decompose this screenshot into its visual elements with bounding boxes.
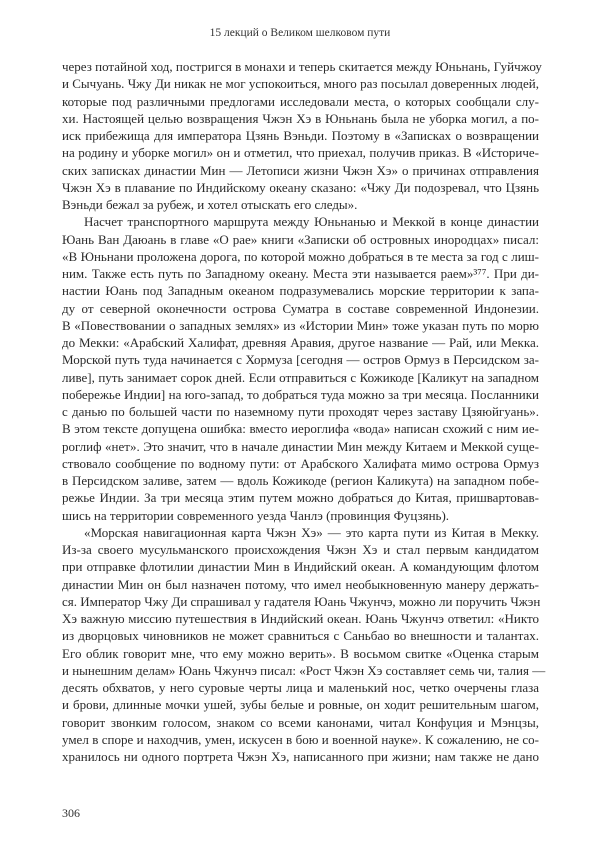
text-line: роглиф «нет». Это значит, что в начале династии Мин между Китаем и Меккой суще- (62, 438, 539, 454)
text-line: в Персидском заливе, затем — вдоль Кожикоде (регион Каликута) на западном побе- (62, 473, 539, 488)
text-line: хи. Настоящей целью возвращения Чжэн Хэ в Юньнань была не уборка могил, а по- (62, 110, 539, 126)
page-number: 306 (62, 806, 80, 820)
text-line: и брови, длинные мочки ушей, зубы белые и ровные, он ходит решительным шагом, (62, 697, 539, 713)
text-line: Его облик говорит мне, что ему можно верить». В восьмом свитке «Оценка старым (62, 645, 539, 661)
text-line: хранилось ни одного портрета Чжэн Хэ, написанного при жизни; нам также не дано (62, 749, 539, 764)
text-line: побережье Индии] на юго-запад, то добраться туда можно за три месяца. Посланники (62, 386, 539, 402)
text-line: Морской путь туда начинается с Хормуза [сегодня — остров Ормуз в Персидском за- (62, 352, 539, 368)
body-text (62, 58, 546, 765)
text-line: шись на территории современного уезда Чанлэ (провинция Фуцзянь). (62, 507, 450, 523)
text-line: ливе], путь занимает сорок дней. Если отправиться с Кожикоде [Каликут на западном (62, 369, 539, 385)
text-line: «В Юньнани проложена дорога, по которой можно добраться в те места за год с лиш- (62, 248, 539, 264)
paragraph (62, 213, 539, 524)
text-line: Хэ важную миссию путешествия в Индийский океан. Юань Чжунчэ ответил: «Никто (62, 611, 539, 626)
text-line: и нынешним делам» Юань Чжунчэ писал: «Рост Чжэн Хэ составляет семь чи, талия — (62, 662, 546, 678)
text-line: Вэньди бежал за рубеж, и хотел отыскать его следы». (62, 197, 358, 212)
text-line: ду от северной оконечности острова Суматра в составе современной Индонезии. (62, 300, 539, 316)
text-line: ствовало сообщение по водному пути: от Арабского Халифата мимо острова Ормуз (62, 455, 539, 471)
text-line: умел в споре и находчив, умен, искусен в бою и военной науке». К сожалению, не со- (62, 731, 539, 747)
text-line: и Сычуань. Чжу Ди никак не мог успокоиться, много раз посылал доверенных людей, (62, 76, 539, 92)
text-line: десять обхватов, у него суровые черты лица и маленький нос, четко очерчены глаза (62, 680, 539, 695)
text-line: Юань Ван Даюань в главе «О рае» книги «Записки об островных инородцах» писал: (62, 231, 539, 247)
text-line: Из-за своего мусульманского происхождения Чжэн Хэ и стал первым кандидатом (62, 542, 539, 557)
paragraph (62, 524, 546, 766)
text-line: режье Индии. За три месяца этим путем можно добраться до Китая, пришвартовав- (62, 490, 539, 506)
text-line: иск прибежища для императора Цзянь Вэньди. Поэтому в «Записках о возвращении (62, 128, 539, 143)
paragraph (62, 58, 542, 213)
text-line: говорит звонким голосом, знаком со всеми канонами, читал Конфуция и Мэнцзы, (62, 714, 539, 730)
text-line: из дворцовых чиновников не может сравниться с Саньбао во внешности и талантах. (62, 628, 539, 644)
text-line: настии Юань под Западным океаном подразумевались морские территории к запа- (62, 283, 539, 299)
text-line: до Мекки: «Арабский Халифат, древняя Аравия, другое название — Рай, или Мекка. (62, 335, 539, 350)
text-line: династии Мин он был назначен потому, что имел необыкновенную манеру держать- (62, 576, 539, 592)
text-line: которые под различными предлогами исследовали места, о которых сообщали слу- (62, 93, 539, 109)
running-header: 15 лекций о Великом шелковом пути (209, 27, 391, 39)
text-line: В «Повествовании о западных землях» из «Истории Мин» тоже указан путь по морю (62, 317, 539, 333)
text-line: через потайной ход, постригся в монахи и теперь скитается между Юньнань, Гуйчжоу (62, 59, 542, 74)
text-line: В этом тексте допущена ошибка: вместо иероглифа «вода» написан схожий с ним ие- (62, 421, 539, 437)
text-line: Насчет транспортного маршрута между Юньнанью и Меккой в конце династии (84, 214, 539, 230)
text-line: на родину и уборке могил» он и отметил, что приехал, получив приказ. В «Историче- (62, 145, 539, 161)
text-line: при отправке флотилии династии Мин в Индийский океан. А командующим флотом (62, 559, 539, 575)
text-line: ним. Также есть путь по Западному океану. Места эти называется раем»³⁷⁷. При ди- (62, 266, 539, 281)
text-line: «Морская навигационная карта Чжэн Хэ» — это карта пути из Китая в Мекку. (84, 524, 539, 540)
text-line: ских записках династии Мин — Летописи жизни Чжэн Хэ» о причинах отправления (62, 162, 539, 178)
text-line: Чжэн Хэ в плавание по Индийскому океану сказано: «Чжу Ди подозревал, что Цзянь (62, 179, 539, 195)
text-line: с данью по большей части по наземному пути проходят через заставу Цзяюйгуань». (62, 404, 539, 419)
text-line: ся. Император Чжу Ди спрашивал у гадателя Юань Чжунчэ, можно ли поручить Чжэн (62, 593, 541, 609)
